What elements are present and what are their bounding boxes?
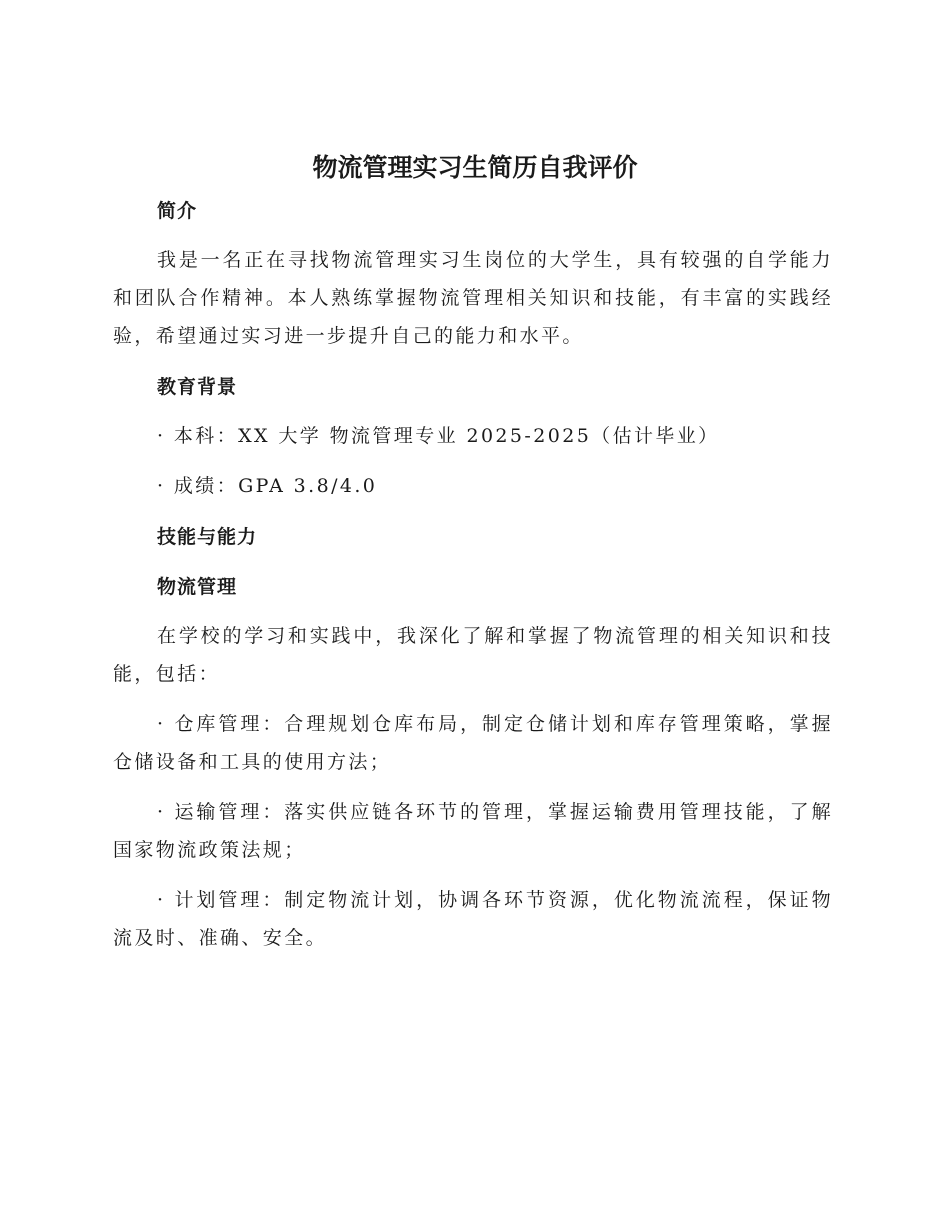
section-heading-logistics: 物流管理	[157, 576, 238, 598]
document-title: 物流管理实习生简历自我评价	[312, 153, 638, 182]
section-heading-education: 教育背景	[157, 376, 238, 398]
logistics-transport-item: · 运输管理：落实供应链各环节的管理，掌握运输费用管理技能，了解国家物流政策法规；	[113, 801, 833, 861]
section-heading-intro: 简介	[157, 200, 198, 222]
section-heading-skills: 技能与能力	[157, 526, 258, 548]
logistics-planning-item: · 计划管理：制定物流计划，协调各环节资源，优化物流流程，保证物流及时、准确、安全。	[113, 889, 833, 949]
education-gpa-item: · 成绩：GPA 3.8/4.0	[157, 475, 378, 497]
document-body	[113, 193, 833, 957]
education-degree-item: · 本科：XX 大学 物流管理专业 2025-2025（估计毕业）	[157, 425, 720, 447]
intro-paragraph: 我是一名正在寻找物流管理实习生岗位的大学生，具有较强的自学能力和团队合作精神。本人熟练掌握物流管理相关知识和技能，有丰富的实践经验，希望通过实习进一步提升自己的能力和水平。	[113, 249, 833, 347]
logistics-warehouse-item: · 仓库管理：合理规划仓库布局，制定仓储计划和库存管理策略，掌握仓储设备和工具的使用方法；	[113, 713, 833, 773]
logistics-intro-paragraph: 在学校的学习和实践中，我深化了解和掌握了物流管理的相关知识和技能，包括：	[113, 625, 833, 685]
